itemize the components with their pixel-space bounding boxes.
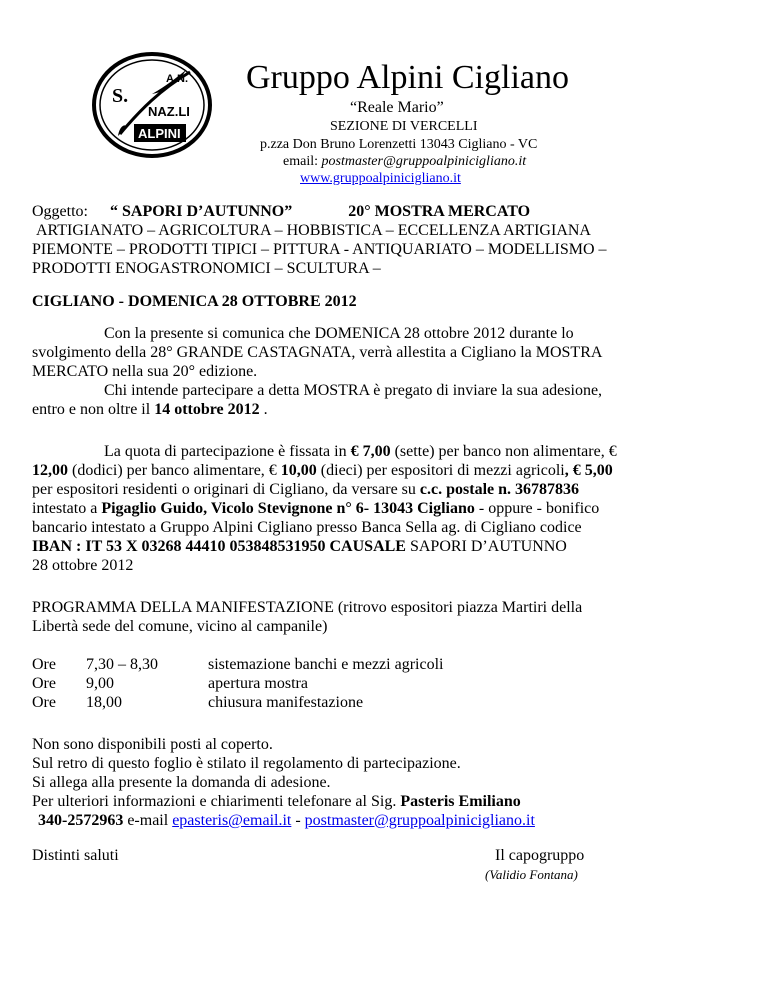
deadline-date: 14 ottobre 2012 — [154, 401, 260, 418]
org-website-link[interactable]: www.gruppoalpinicigliano.it — [300, 171, 461, 186]
logo-text-top: A.N. — [166, 73, 188, 85]
org-email-line — [283, 153, 526, 170]
fee-resident: , € 5,00 — [564, 462, 613, 479]
signatory-role: Il capogruppo — [495, 847, 585, 864]
subject-categories-1: ARTIGIANATO – AGRICOLTURA – HOBBISTICA – ECCELLENZA ARTIGIANA — [36, 222, 591, 239]
fee-food-desc: (dodici) per banco alimentare, € — [68, 462, 281, 479]
fee-intro: La quota di partecipazione è fissata in — [104, 443, 351, 460]
fee-line2 — [32, 461, 613, 480]
note-no-cover: Non sono disponibili posti al coperto. — [32, 736, 273, 753]
para1-line4: Chi intende partecipare a detta MOSTRA è pregato di inviare la sua adesione, — [104, 382, 603, 399]
payee-name: Pigaglio Guido, Vicolo Stevignone n° 6- 13043 Cigliano — [101, 500, 475, 517]
contact-details — [38, 811, 535, 830]
contact-email-label: e-mail — [123, 812, 173, 829]
signatory-name: (Validio Fontana) — [485, 867, 578, 882]
fee-non-food-desc: (sette) per banco non alimentare, € — [390, 443, 617, 460]
fee-line4 — [32, 499, 599, 518]
logo-text-a: S. — [112, 85, 129, 107]
para1-line3: MERCATO nella sua 20° edizione. — [32, 363, 258, 380]
fee-line5: bancario intestato a Gruppo Alpini Cigliano presso Banca Sella ag. di Cigliano codice — [32, 519, 582, 536]
contact-phone: 340-2572963 — [38, 812, 124, 829]
contact-separator: - — [291, 812, 305, 829]
fee-line1 — [104, 442, 617, 461]
fee-line6 — [32, 537, 567, 556]
org-email-link[interactable]: postmaster@gruppoalpinicigliano.it — [304, 812, 535, 829]
note-attachment: Si allega alla presente la domanda di adesione. — [32, 774, 331, 791]
fee-food: 12,00 — [32, 462, 68, 479]
subject-title: “ SAPORI D’AUTUNNO” — [110, 203, 293, 220]
org-email-label: email: — [283, 154, 322, 169]
contact-email-link[interactable]: epasteris@email.it — [172, 812, 292, 829]
payment-reason: SAPORI D’AUTUNNO — [405, 538, 567, 555]
org-subtitle: “Reale Mario” — [350, 99, 444, 116]
logo-text-naz: NAZ.LI — [148, 104, 190, 119]
postal-account: c.c. postale n. 36787836 — [419, 481, 580, 498]
subject-line — [32, 202, 530, 221]
programme-row-desc: chiusura manifestazione — [208, 694, 364, 711]
org-section: SEZIONE DI VERCELLI — [330, 119, 478, 134]
logo-text-alpini: ALPINI — [138, 126, 181, 141]
para1-line2: svolgimento della 28° GRANDE CASTAGNATA, verrà allestita a Cigliano la MOSTRA — [32, 344, 603, 361]
para1-line1: Con la presente si comunica che DOMENICA 28 ottobre 2012 durante lo — [104, 325, 574, 342]
programme-heading: PROGRAMMA DELLA MANIFESTAZIONE (ritrovo espositori piazza Martiri della — [32, 599, 583, 616]
iban: IBAN : IT 53 X 03268 44410 053848531950 CAUSALE — [32, 538, 406, 555]
programme-row — [32, 655, 56, 674]
para1-line5 — [32, 400, 268, 419]
subject-label: Oggetto: — [32, 203, 88, 220]
deadline-suffix: . — [259, 401, 268, 418]
note-contact — [32, 792, 521, 811]
programme-row-time: 18,00 — [86, 694, 122, 711]
fee-line3 — [32, 480, 579, 499]
org-address: p.zza Don Bruno Lorenzetti 13043 Cigliano - VC — [260, 137, 538, 152]
event-date: CIGLIANO - DOMENICA 28 OTTOBRE 2012 — [32, 293, 357, 310]
deadline-prefix: entro e non oltre il — [32, 401, 155, 418]
subject-categories-2: PIEMONTE – PRODOTTI TIPICI – PITTURA - ANTIQUARIATO – MODELLISMO – — [32, 241, 607, 258]
association-logo — [90, 50, 220, 160]
closing-greeting: Distinti saluti — [32, 847, 119, 864]
payee-suffix: - oppure - bonifico — [474, 500, 600, 517]
contact-intro: Per ulteriori informazioni e chiarimenti telefonare al Sig. — [32, 793, 401, 810]
fee-agri: 10,00 — [280, 462, 317, 479]
subject-edition: 20° MOSTRA MERCATO — [348, 203, 531, 220]
programme-row-desc: sistemazione banchi e mezzi agricoli — [208, 656, 444, 673]
fee-non-food: € 7,00 — [350, 443, 391, 460]
programme-location: Libertà sede del comune, vicino al campanile) — [32, 618, 328, 635]
programme-row-time: 9,00 — [86, 675, 114, 692]
programme-row-time: 7,30 – 8,30 — [86, 656, 158, 673]
payment-intro: per espositori residenti o originari di Cigliano, da versare su — [32, 481, 420, 498]
fee-line7: 28 ottobre 2012 — [32, 557, 134, 574]
subject-categories-3: PRODOTTI ENOGASTRONOMICI – SCULTURA – — [32, 260, 381, 277]
fee-agri-desc: (dieci) per espositori di mezzi agricoli — [316, 462, 565, 479]
programme-row — [32, 693, 56, 712]
note-rules: Sul retro di questo foglio è stilato il regolamento di partecipazione. — [32, 755, 461, 772]
contact-name: Pasteris Emiliano — [400, 793, 521, 810]
org-name: Gruppo Alpini Cigliano — [246, 59, 569, 96]
programme-row — [32, 674, 56, 693]
programme-row-label: Ore — [32, 694, 56, 711]
org-email[interactable]: postmaster@gruppoalpinicigliano.it — [321, 154, 527, 169]
programme-row-label: Ore — [32, 656, 56, 673]
programme-row-desc: apertura mostra — [208, 675, 308, 692]
programme-row-label: Ore — [32, 675, 56, 692]
payee-prefix: intestato a — [32, 500, 102, 517]
